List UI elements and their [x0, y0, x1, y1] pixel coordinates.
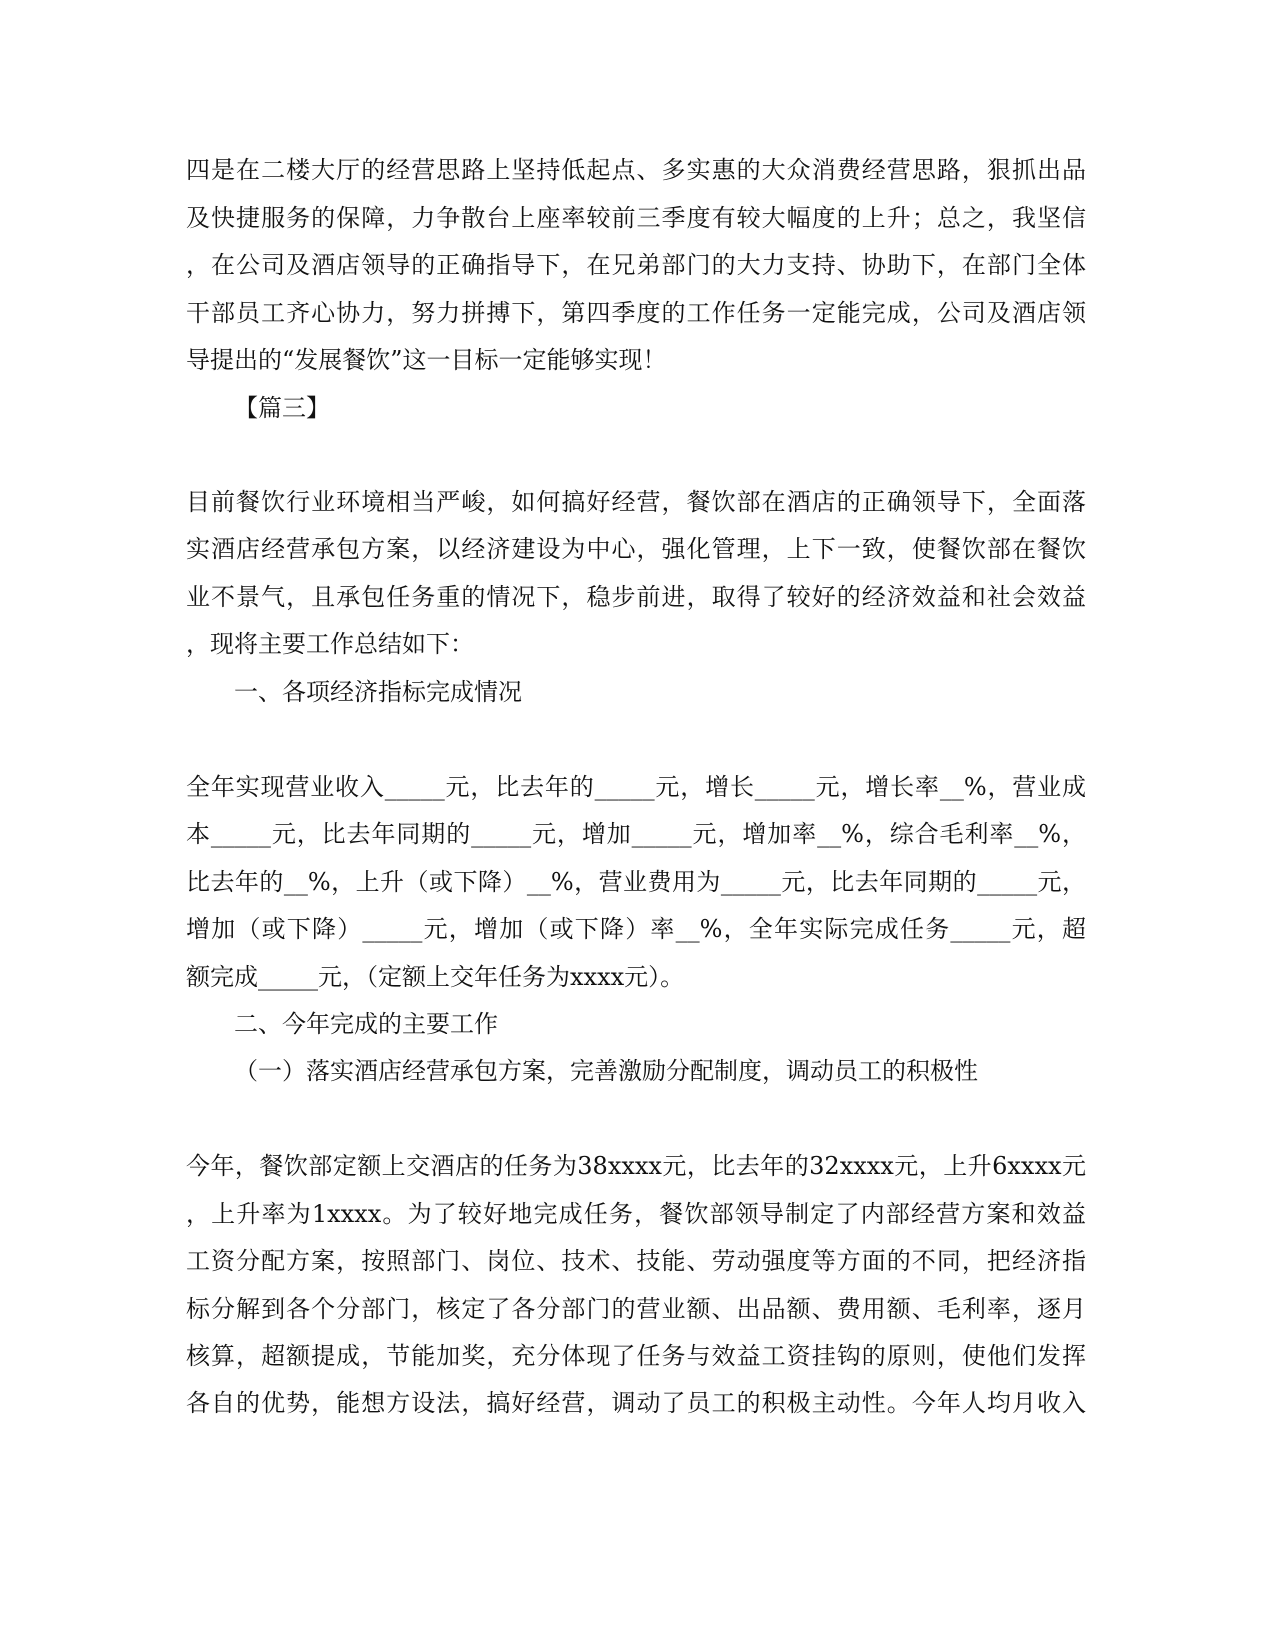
paragraph-line: 增加（或下降）_____元，增加（或下降）率__%，全年实际完成任务_____元，超: [186, 915, 1086, 943]
paragraph-line: 本_____元，比去年同期的_____元，增加_____元，增加率__%，综合毛利率__%，: [186, 820, 1086, 848]
paragraph-line: 核算，超额提成，节能加奖，充分体现了任务与效益工资挂钩的原则，使他们发挥: [186, 1342, 1086, 1370]
paragraph-line: 今年，餐饮部定额上交酒店的任务为38xxxx元，比去年的32xxxx元，上升6xxxx元: [186, 1152, 1086, 1180]
paragraph-line: 四是在二楼大厅的经营思路上坚持低起点、多实惠的大众消费经营思路，狠抓出品: [186, 156, 1086, 184]
paragraph-line: ，在公司及酒店领导的正确指导下，在兄弟部门的大力支持、协助下，在部门全体: [186, 251, 1086, 279]
paragraph-line: 标分解到各个分部门，核定了各分部门的营业额、出品额、费用额、毛利率，逐月: [186, 1295, 1086, 1323]
paragraph-line: 各自的优势，能想方设法，搞好经营，调动了员工的积极主动性。今年人均月收入: [186, 1389, 1086, 1417]
paragraph-line: 全年实现营业收入_____元，比去年的_____元，增长_____元，增长率__%，营业成: [186, 773, 1086, 801]
paragraph-line: 比去年的__%，上升（或下降）__%，营业费用为_____元，比去年同期的_____元，: [186, 868, 1086, 896]
paragraph-line: 实酒店经营承包方案，以经济建设为中心，强化管理，上下一致，使餐饮部在餐饮: [186, 535, 1086, 563]
subsection-heading: （一）落实酒店经营承包方案，完善激励分配制度，调动员工的积极性: [234, 1057, 978, 1085]
paragraph-line: 干部员工齐心协力，努力拼搏下，第四季度的工作任务一定能完成，公司及酒店领: [186, 299, 1086, 327]
paragraph-line: 导提出的“发展餐饮”这一目标一定能够实现！: [186, 346, 667, 374]
paragraph-line: ，现将主要工作总结如下：: [186, 630, 474, 658]
section-heading: 【篇三】: [234, 394, 330, 422]
paragraph-line: 业不景气，且承包任务重的情况下，稳步前进，取得了较好的经济效益和社会效益: [186, 583, 1086, 611]
paragraph-line: 目前餐饮行业环境相当严峻，如何搞好经营，餐饮部在酒店的正确领导下，全面落: [186, 488, 1086, 516]
paragraph-line: 工资分配方案，按照部门、岗位、技术、技能、劳动强度等方面的不同，把经济指: [186, 1247, 1086, 1275]
subsection-heading: 二、今年完成的主要工作: [234, 1010, 498, 1038]
paragraph-line: 及快捷服务的保障，力争散台上座率较前三季度有较大幅度的上升；总之，我坚信: [186, 204, 1086, 232]
paragraph-line: 额完成_____元，（定额上交年任务为xxxx元）。: [186, 963, 685, 991]
paragraph-line: ，上升率为1xxxx。为了较好地完成任务，餐饮部领导制定了内部经营方案和效益: [186, 1200, 1086, 1228]
subsection-heading: 一、各项经济指标完成情况: [234, 678, 522, 706]
